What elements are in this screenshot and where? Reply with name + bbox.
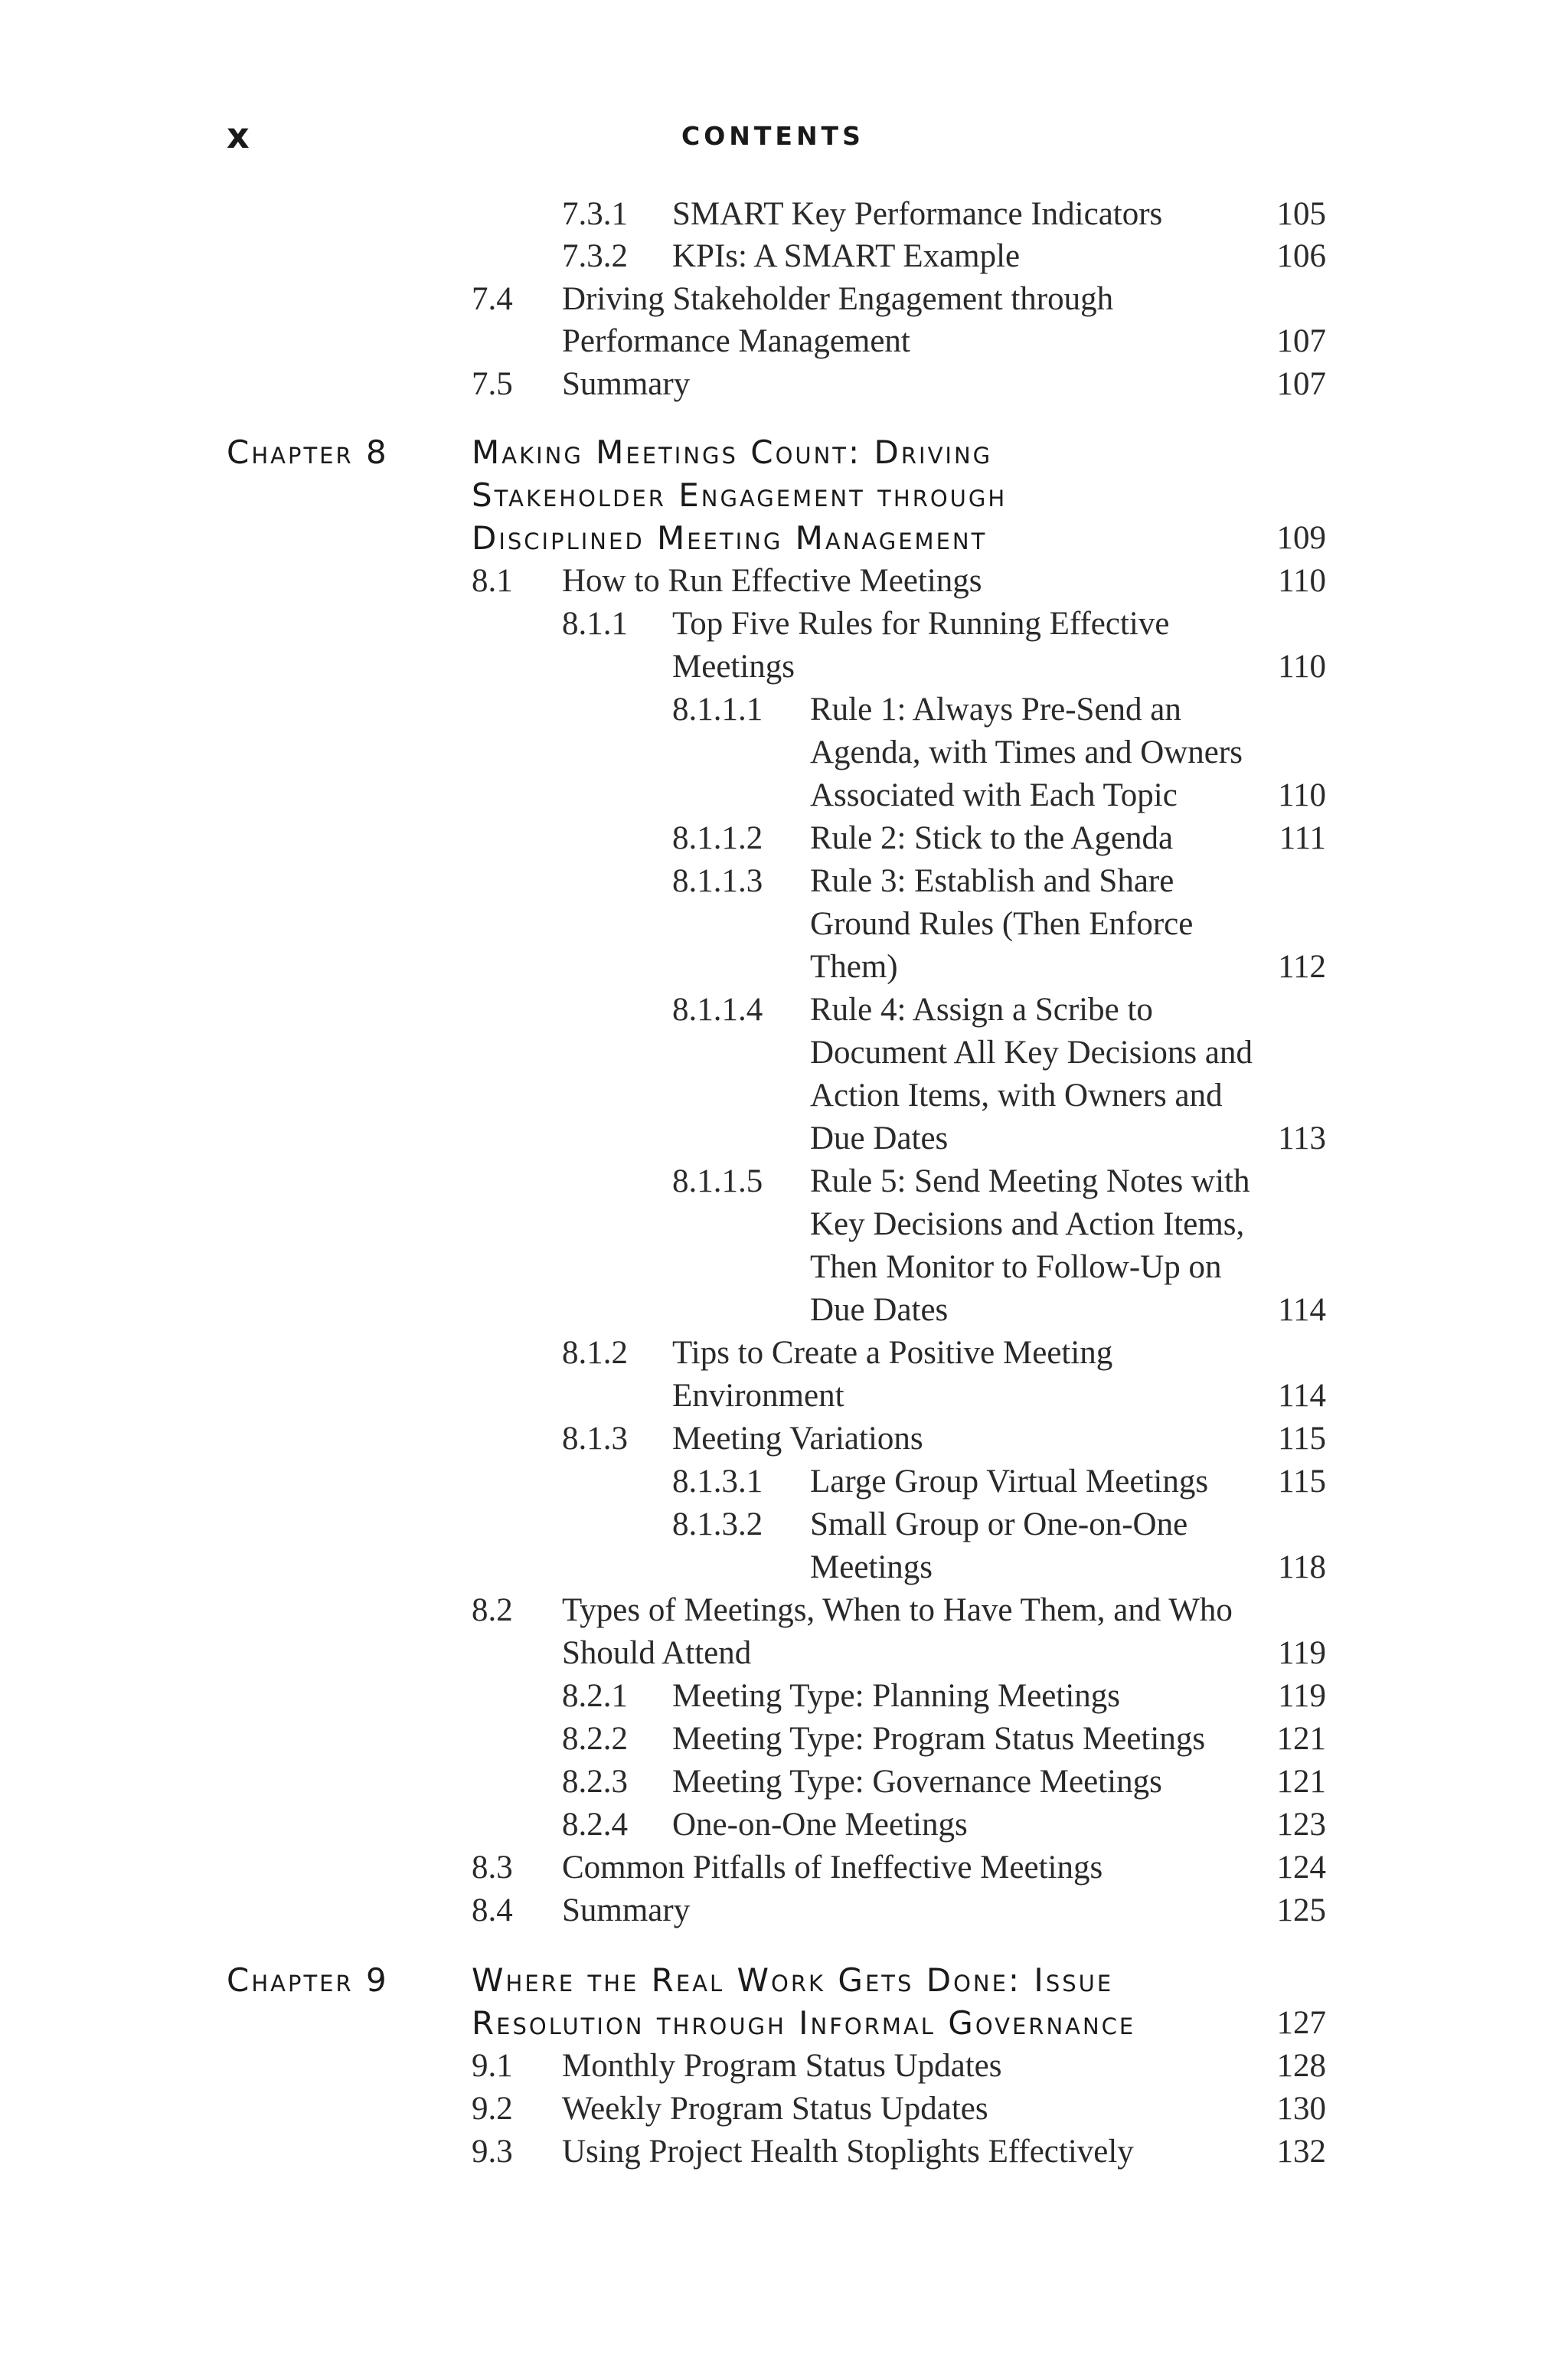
section-title: Large Group Virtual Meetings (810, 1464, 1209, 1500)
section-title: Small Group or One-on-One (810, 1506, 1188, 1542)
toc-entry (0, 1375, 1568, 1418)
section-title: Meeting Type: Planning Meetings (672, 1678, 1120, 1714)
page-reference: 128 (1276, 2048, 1326, 2084)
section-number: 8.1.1.4 (672, 992, 763, 1028)
page-reference: 121 (1276, 1721, 1326, 1757)
toc-entry (0, 603, 1568, 646)
section-number: 8.1.1.1 (672, 692, 763, 728)
chapter-heading-line (0, 431, 1568, 474)
page-reference: 118 (1278, 1549, 1326, 1585)
page-reference: 111 (1279, 820, 1326, 856)
section-number: 8.1.1.2 (672, 820, 763, 856)
section-title: Meeting Type: Governance Meetings (672, 1764, 1162, 1800)
section-title: Meeting Variations (672, 1421, 923, 1457)
page-reference: 106 (1276, 238, 1326, 274)
section-title: Associated with Each Topic (810, 777, 1178, 813)
toc-entry (0, 1804, 1568, 1846)
section-title: SMART Key Performance Indicators (672, 196, 1163, 232)
page-reference: 130 (1276, 2091, 1326, 2127)
chapter-title: Resolution through Informal Governance (472, 2004, 1136, 2042)
page-reference: 123 (1276, 1807, 1326, 1843)
section-number: 8.2 (472, 1592, 513, 1628)
section-number: 9.2 (472, 2091, 513, 2127)
page-reference: 119 (1278, 1678, 1326, 1714)
section-title: Rule 2: Stick to the Agenda (810, 820, 1174, 856)
section-title: Environment (672, 1378, 844, 1414)
chapter-title: Where the Real Work Gets Done: Issue (472, 1961, 1114, 1999)
page-reference: 124 (1276, 1850, 1326, 1886)
running-head: CONTENTS (681, 121, 864, 151)
chapter-label: Chapter 8 (227, 433, 389, 471)
page-reference: 132 (1276, 2134, 1326, 2170)
section-number: 8.4 (472, 1892, 513, 1928)
page-reference: 125 (1276, 1892, 1326, 1928)
toc-entry (0, 1761, 1568, 1804)
section-title: Agenda, with Times and Owners (810, 734, 1243, 770)
section-title: Monthly Program Status Updates (562, 2048, 1002, 2084)
chapter-heading-line (0, 474, 1568, 517)
page-reference: 110 (1278, 649, 1326, 685)
section-title: Common Pitfalls of Ineffective Meetings (562, 1850, 1103, 1886)
section-number: 8.1.3.1 (672, 1464, 763, 1500)
toc-entry (0, 860, 1568, 903)
section-title: Meeting Type: Program Status Meetings (672, 1721, 1206, 1757)
page-reference: 127 (1276, 2005, 1326, 2041)
toc-entry (0, 1503, 1568, 1546)
section-number: 8.2.4 (562, 1807, 628, 1843)
toc-entry (0, 646, 1568, 688)
page-reference: 115 (1278, 1421, 1326, 1457)
page-reference: 121 (1276, 1764, 1326, 1800)
section-number: 8.2.1 (562, 1678, 628, 1714)
toc-entry (0, 1889, 1568, 1932)
section-number: 7.4 (472, 281, 513, 317)
page-reference: 110 (1278, 563, 1326, 599)
page-reference: 110 (1278, 777, 1326, 813)
toc-entry (0, 688, 1568, 731)
section-number: 8.2.2 (562, 1721, 628, 1757)
section-number: 7.5 (472, 366, 513, 402)
section-title: Driving Stakeholder Engagement through (562, 281, 1114, 317)
toc-entry (0, 1117, 1568, 1160)
chapter-heading-line (0, 517, 1568, 560)
section-number: 8.2.3 (562, 1764, 628, 1800)
page-reference: 112 (1278, 949, 1326, 985)
section-title: Then Monitor to Follow-Up on (810, 1249, 1222, 1285)
section-title: Performance Management (562, 323, 910, 359)
chapter-title: Disciplined Meeting Management (472, 519, 988, 557)
section-number: 8.1.3.2 (672, 1506, 763, 1542)
section-number: 8.1 (472, 563, 513, 599)
section-number: 9.3 (472, 2134, 513, 2170)
page-reference: 114 (1278, 1378, 1326, 1414)
section-number: 9.1 (472, 2048, 513, 2084)
toc-entry (0, 1460, 1568, 1503)
toc-entry (0, 903, 1568, 946)
toc-entry (0, 774, 1568, 817)
toc-entry (0, 989, 1568, 1032)
toc-entry (0, 278, 1568, 321)
section-title: How to Run Effective Meetings (562, 563, 982, 599)
section-title: Document All Key Decisions and (810, 1035, 1253, 1071)
toc-entry (0, 1418, 1568, 1460)
page-reference: 107 (1276, 323, 1326, 359)
chapter-label: Chapter 9 (227, 1961, 389, 1999)
page-reference: 107 (1276, 366, 1326, 402)
section-title: Key Decisions and Action Items, (810, 1206, 1245, 1242)
page-reference: 113 (1278, 1120, 1326, 1156)
toc-entry (0, 560, 1568, 603)
toc-entry (0, 1332, 1568, 1375)
section-number: 8.3 (472, 1850, 513, 1886)
toc-entry (0, 1675, 1568, 1718)
page-reference: 105 (1276, 196, 1326, 232)
section-title: Types of Meetings, When to Have Them, and Who (562, 1592, 1233, 1628)
toc-entry (0, 1032, 1568, 1074)
section-title: Rule 5: Send Meeting Notes with (810, 1163, 1250, 1199)
section-title: Weekly Program Status Updates (562, 2091, 988, 2127)
toc-entry (0, 1589, 1568, 1632)
toc-entry (0, 2131, 1568, 2173)
page-reference: 114 (1278, 1292, 1326, 1328)
section-title: Them) (810, 949, 898, 985)
section-title: Top Five Rules for Running Effective (672, 606, 1170, 642)
page-number: x (227, 115, 250, 156)
section-title: KPIs: A SMART Example (672, 238, 1021, 274)
section-number: 8.1.1 (562, 606, 628, 642)
toc-entry (0, 235, 1568, 278)
toc-entry (0, 946, 1568, 989)
section-title: Action Items, with Owners and (810, 1078, 1223, 1114)
page-reference: 109 (1276, 520, 1326, 556)
toc-entry (0, 193, 1568, 236)
chapter-heading-line (0, 2002, 1568, 2045)
section-title: Tips to Create a Positive Meeting (672, 1335, 1113, 1371)
toc-entry (0, 2045, 1568, 2088)
section-number: 8.1.1.5 (672, 1163, 763, 1199)
section-number: 8.1.3 (562, 1421, 628, 1457)
section-title: Summary (562, 1892, 691, 1928)
chapter-title: Stakeholder Engagement through (472, 476, 1008, 514)
section-title: Using Project Health Stoplights Effectively (562, 2134, 1134, 2170)
section-number: 8.1.1.3 (672, 863, 763, 899)
toc-entry (0, 1846, 1568, 1889)
toc-entry (0, 1632, 1568, 1675)
section-title: One-on-One Meetings (672, 1807, 968, 1843)
toc-entry (0, 1246, 1568, 1289)
section-title: Rule 3: Establish and Share (810, 863, 1174, 899)
section-title: Rule 4: Assign a Scribe to (810, 992, 1153, 1028)
toc-entry (0, 1160, 1568, 1203)
toc-entry (0, 1718, 1568, 1761)
section-title: Ground Rules (Then Enforce (810, 906, 1194, 942)
section-title: Should Attend (562, 1635, 752, 1671)
section-title: Meetings (672, 649, 795, 685)
toc-entry (0, 1289, 1568, 1332)
section-title: Rule 1: Always Pre-Send an (810, 692, 1181, 728)
toc-entry (0, 1546, 1568, 1589)
section-number: 8.1.2 (562, 1335, 628, 1371)
section-number: 7.3.1 (562, 196, 628, 232)
toc-entry (0, 1074, 1568, 1117)
toc-entry (0, 817, 1568, 860)
toc-entry (0, 363, 1568, 406)
page-reference: 119 (1278, 1635, 1326, 1671)
section-title: Meetings (810, 1549, 933, 1585)
page-reference: 115 (1278, 1464, 1326, 1500)
toc-entry (0, 1203, 1568, 1246)
toc-entry (0, 2088, 1568, 2131)
chapter-heading-line (0, 1959, 1568, 2002)
toc-entry (0, 320, 1568, 363)
section-title: Due Dates (810, 1292, 949, 1328)
section-title: Due Dates (810, 1120, 949, 1156)
section-title: Summary (562, 366, 691, 402)
toc-entry (0, 731, 1568, 774)
chapter-title: Making Meetings Count: Driving (472, 433, 993, 471)
section-number: 7.3.2 (562, 238, 628, 274)
